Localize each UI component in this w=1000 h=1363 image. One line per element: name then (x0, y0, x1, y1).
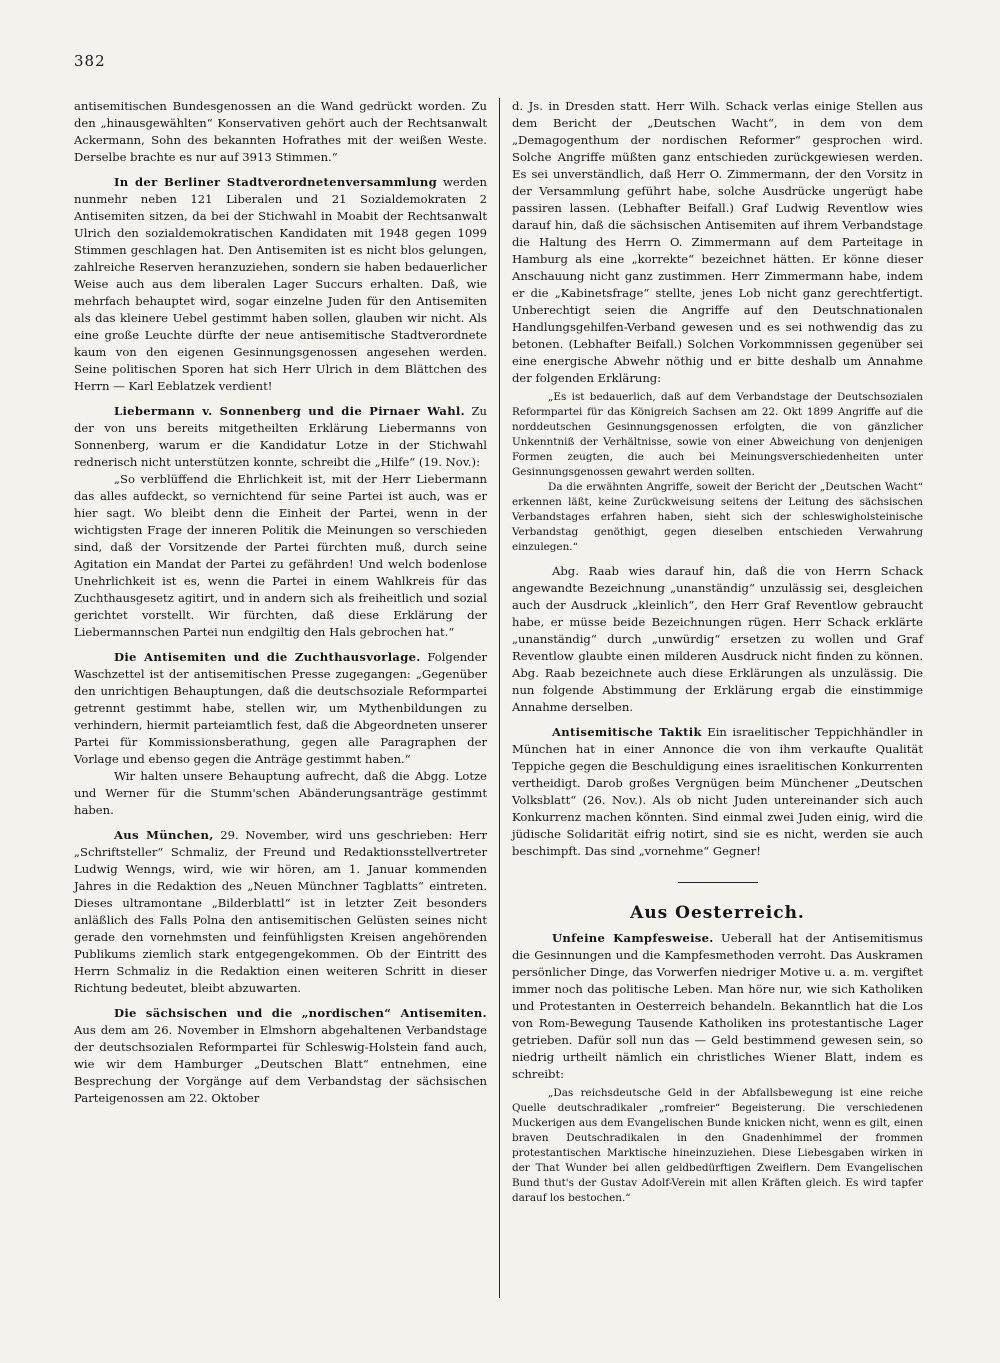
quote-paragraph: „Das reichsdeutsche Geld in der Abfallsbewegung ist eine reiche Quelle deutschradikaler „romfreier“ Begeisterung. Die verschiedenen Muckerigen aus dem Evangelischen Bunde knicken nicht, wenn es gilt, einen braven Deutschradikalen in den Gnadenhimmel der frommen protestantischen Marktische hineinzuziehen. Diese Liebesgaben wirken in der That Wunder bei allen geldbedürftigen Zweiflern. Dem Evangelischen Bund thut's der Gustav Adolf-Verein mit allen Kräften gleich. Es wird tapfer darauf los bestochen.“ (512, 1087, 923, 1204)
left-column (74, 98, 487, 1107)
quote-paragraph: „Es ist bedauerlich, daß auf dem Verbandstage der Deutschsozialen Reformpartei für das Königreich Sachsen am 22. Okt 1899 Angriffe auf die norddeutschen Gesinnungsgenossen erfolgten, die von gänzlicher Unkenntniß der Verhältnisse, sowie von einer Abweichung von denjenigen Formen zeugten, die auch bei Meinungsverschiedenheiten unter Gesinnungsgenossen gewahrt werden sollten. (512, 391, 923, 478)
right-column (512, 98, 923, 1206)
quoted-passage (512, 1086, 923, 1206)
quoted-declaration (512, 390, 923, 555)
article-kampfesweise (512, 930, 923, 1083)
quoted-paragraph: „So verblüffend die Ehrlichkeit ist, mit der Herr Liebermann das alles aufdeckt, so vernichtend für seine Partei ist auch, was er hier sagt. Wo bleibt denn die Einheit der Partei, wenn in der wichtigsten Frage der inneren Politik die Meinungen so verschieden sind, daß der Vorsitzende der Partei fürchten muß, durch seine Agitation ein Mandat der Partei zu gefährden! Und welch bodenlose Unehrlichkeit ist es, wenn die Partei in einem Wahlkreis für das Zuchthausgesetz agitirt, und in andern sich als freiheitlich und sozial gerichtet vorstellt. Wir fürchten, daß diese Erklärung der Liebermannschen Partei nun endgiltig den Hals gebrochen hat.“ (74, 472, 487, 639)
article-heading: Liebermann v. Sonnenberg und die Pirnaer Wahl. (114, 404, 465, 418)
paragraph: Abg. Raab wies darauf hin, daß die von Herrn Schack angewandte Bezeichnung „unanständig“ unzulässig sei, desgleichen auch der Ausdruck „kleinlich“, den Herr Graf Reventlow gebraucht habe, er müsse beide Bezeichnungen rügen. Herr Schack erklärte „unanständig“ durch „unwürdig“ ersetzen zu wollen und Graf Reventlow glaubte einen milderen Ausdruck nicht finden zu können. Abg. Raab bezeichnete auch diese Erklärungen als unzulässig. Die nun folgende Abstimmung der Erklärung ergab die einstimmige Annahme derselben. (512, 564, 923, 714)
article-heading: Antisemitische Taktik (552, 725, 702, 739)
article-taktik (512, 724, 923, 860)
article-text: Ueberall hat der Antisemitismus die Gesinnungen und die Kampfesmethoden verroht. Das Auskramen persönlicher Dinge, das Vorwerfen niedriger Motive u. a. m. vergiftet immer noch das politische Leben. Man höre nur, wie sich Katholiken und Protestanten in Oesterreich behandeln. Bekanntlich hat die Los von Rom-Bewegung Tausende Katholiken ins protestantische Lager getrieben. Dafür soll nun das — Geld bestimmend gewesen sein, so niedrig urtheilt nämlich ein christliches Wiener Blatt, indem es schreibt: (512, 931, 924, 1081)
article-liebermann (74, 403, 487, 471)
article-text: Folgender Waschzettel ist der antisemitischen Presse zugegangen: „Gegenüber den unrichtigen Behauptungen, daß die deutschsoziale Reformpartei getrennt gestimmt habe, stellen wir, um Mythenbildungen zu verhindern, hiermit parteiamtlich fest, daß die Abgeordneten unserer Partei für Kommissionsberathung, gegen alle Paragraphen der Vorlage und ebenso gegen die Anträge gestimmt haben.“ (74, 650, 487, 766)
quote-paragraph: Da die erwähnten Angriffe, soweit der Bericht der „Deutschen Wacht“ erkennen läßt, keine Zurückweisung seitens der Leitung des sächsischen Verbandstages erfahren haben, sieht sich der schleswigholsteinische Verbandstag genöthigt, gegen dieselben entschieden Verwahrung einzulegen.“ (512, 481, 923, 553)
article-text: 29. November, wird uns geschrieben: Herr „Schriftsteller“ Schmaliz, der Freund und Redaktionsstellvertreter Ludwig Wenngs, wird, wie wir hören, am 1. Januar kommenden Jahres in die Redaktion des „Neuen Münchner Tagblatts“ eintreten. Dieses ultramontane „Bilderblattl“ ist in letzter Zeit besonders anläßlich des Falls Polna den antisemitischen Gelüsten seines nicht gerade den vornehmsten und feinfühligsten Kreisen angehörenden Publikums ziemlich stark entgegengekommen. Ob der Eintritt des Herrn Schmaliz in die Redaktion einen weiteren Schritt in dieser Richtung bedeutet, bleibt abzuwarten. (74, 828, 487, 995)
section-divider (678, 882, 758, 883)
article-heading: Die Antisemiten und die Zuchthausvorlage. (114, 650, 421, 664)
paragraph: antisemitischen Bundesgenossen an die Wand gedrückt worden. Zu den „hinausgewählten“ Konservativen gehört auch der Rechtsanwalt Ackermann, Sohn des bekannten Hofrathes mit der weißen Weste. Derselbe brachte es nur auf 3913 Stimmen.“ (74, 99, 487, 164)
column-divider (499, 98, 500, 1298)
article-text: Zu der von uns bereits mitgetheilten Erklärung Liebermanns von Sonnenberg, warum er die Kandidatur Lotze in der Stichwahl rednerisch nicht unterstützen konnte, schreibt die „Hilfe“ (19. Nov.): (74, 404, 488, 469)
article-zuchthausvorlage (74, 649, 487, 768)
article-heading: Unfeine Kampfesweise. (552, 931, 714, 945)
article-heading: Aus München, (114, 828, 214, 842)
article-text: Aus dem am 26. November in Elmshorn abgehaltenen Verbandstage der deutschsozialen Reformpartei für Schleswig-Holstein fand auch, wie wir dem Hamburger „Deutschen Blatt“ entnehmen, eine Besprechung der Vorgänge auf dem Verbandstag der sächsischen Parteigenossen am 22. Oktober (74, 1023, 487, 1105)
article-text: Ein israelitischer Teppichhändler in München hat in einer Annonce die von ihm verkaufte Qualität Teppiche gegen die Beschuldigung eines israelitischen Konkurrenten vertheidigt. Darob großes Vergnügen beim Münchener „Deutschen Volksblatt“ (26. Nov.). Als ob nicht Juden untereinander sich auch Konkurrenz machen könnten. Sind einmal zwei Juden einig, wird die jüdische Solidarität eifrig notirt, sind sie es nicht, werden sie auch beschimpft. Das sind „vornehme“ Gegner! (512, 725, 923, 858)
page-number: 382 (74, 52, 106, 70)
article-saechsische (74, 1005, 487, 1107)
paragraph: Wir halten unsere Behauptung aufrecht, daß die Abgg. Lotze und Werner für die Stumm'schen Abänderungsanträge gestimmt haben. (74, 769, 487, 817)
paragraph: d. Js. in Dresden statt. Herr Wilh. Schack verlas einige Stellen aus dem Bericht der „Deutschen Wacht“, in dem von dem „Demagogenthum der nordischen Reformer“ gesprochen wird. Solche Angriffe müßten ganz entschieden zurückgewiesen werden. Es sei unverständlich, daß Herr O. Zimmermann, der den Vorsitz in der Versammlung geführt habe, solche Ausdrücke ungerügt habe passiren lassen. (Lebhafter Beifall.) Graf Ludwig Reventlow wies darauf hin, daß die sächsischen Antisemiten auf ihrem Verbandstage die Haltung des Herrn O. Zimmermann auf dem Parteitage in Hamburg als eine „korrekte“ bezeichnet hätten. Er könne dieser Anschauung nicht ganz zustimmen. Herr Zimmermann habe, indem er die „Kabinetsfrage“ stellte, jenes Lob nicht ganz gerechtfertigt. Unberechtigt seien die Angriffe auf den Deutschnationalen Handlungsgehilfen-Verband gewesen und es sei nothwendig das zu betonen. (Lebhafter Beifall.) Solchen Vorkommnissen gegenüber sei eine energische Abwehr nöthig und er bitte deshalb um Annahme der folgenden Erklärung: (512, 99, 923, 385)
article-muenchen (74, 827, 487, 997)
article-text: werden nunmehr neben 121 Liberalen und 21 Sozialdemokraten 2 Antisemiten sitzen, da bei der Stichwahl in Moabit der Rechtsanwalt Ulrich den sozialdemokratischen Kandidaten mit 1948 gegen 1099 Stimmen geschlagen hat. Den Antisemiten ist es nicht blos gelungen, zahlreiche Reserven heranzuziehen, sondern sie haben bedauerlicher Weise auch aus dem liberalen Lager Succurs erhalten. Daß, wie mehrfach behauptet wird, sogar einzelne Juden für den Antisemiten als das kleinere Uebel gestimmt haben sollen, glauben wir nicht. Als eine große Leuchte dürfte der neue antisemitische Stadtverordnete kaum von den eigenen Gesinnungsgenossen angesehen werden. Seine politischen Sporen hat sich Herr Ulrich in dem Blättchen des Herrn — Karl Eeblatzek verdient! (74, 175, 488, 393)
article-heading: Die sächsischen und die „nordischen“ Antisemiten. (114, 1006, 487, 1020)
article-heading: In der Berliner Stadtverordnetenversammlung (114, 175, 438, 189)
article-berlin (74, 174, 487, 395)
section-title: Aus Oesterreich. (630, 903, 805, 923)
